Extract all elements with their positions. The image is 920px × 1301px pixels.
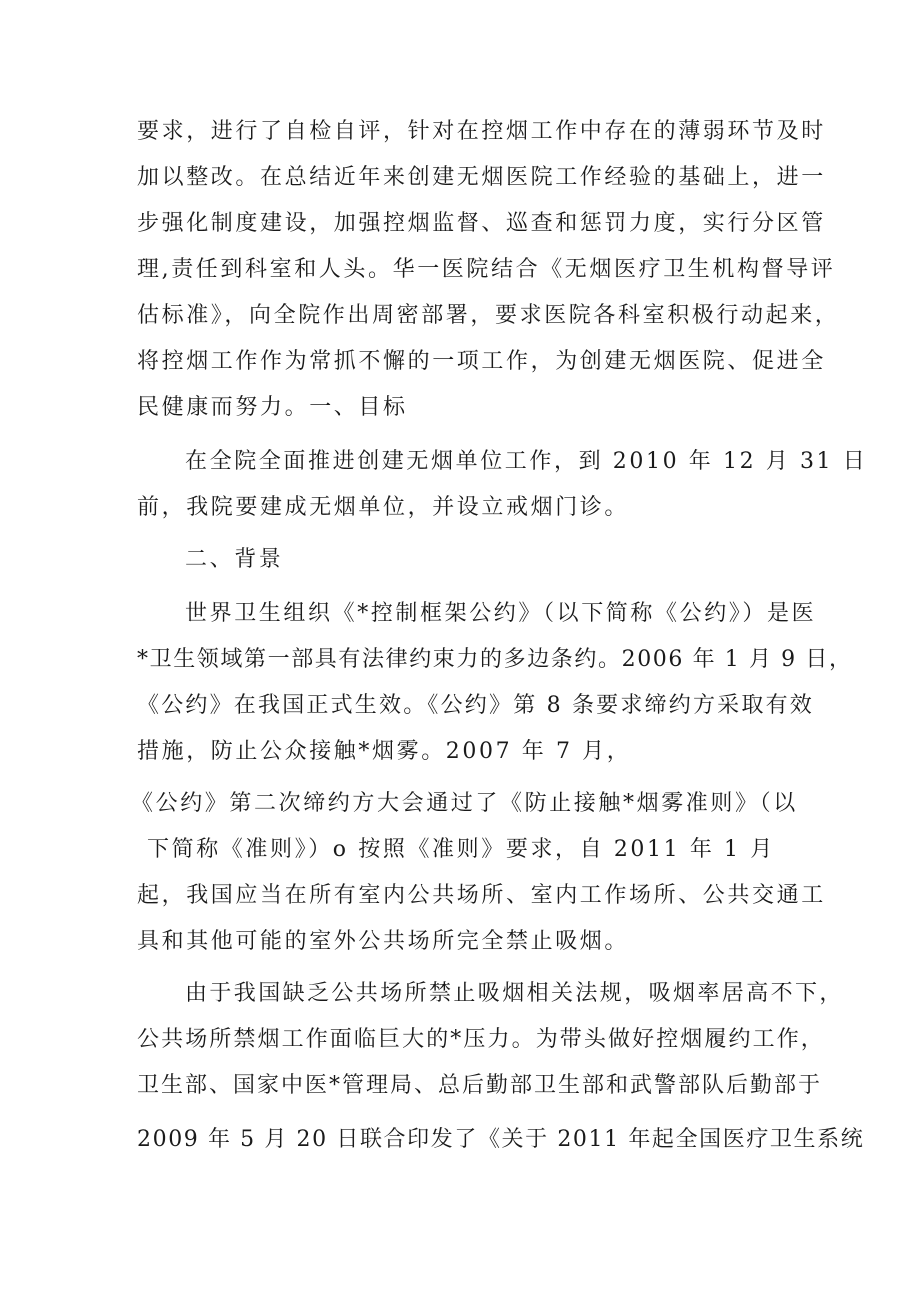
text-line: 起，我国应当在所有室内公共场所、室内工作场所、公共交通工 [137,883,826,908]
text-line: 下简称《准则》）o 按照《准则》要求，自 2011 年 1 月 [147,837,775,862]
text-line: 前，我院要建成无烟单位，并设立戒烟门诊。 [137,495,630,520]
text-line: 《公约》在我国正式生效。《公约》第 8 条要求缔约方采取有效 [137,693,814,718]
text-line: 在全院全面推进创建无烟单位工作，到 2010 年 12 月 31 日 [185,449,868,474]
text-line: 估标准》，向全院作出周密部署，要求医院各科室积极行动起来， [137,303,840,328]
text-line: 民健康而努力。一、目标 [137,395,408,420]
text-line: 将控烟工作作为常抓不懈的一项工作，为创建无烟医院、促进全 [137,349,826,374]
text-line: 步强化制度建设，加强控烟监督、巡查和惩罚力度，实行分区管 [137,211,826,236]
text-line: 措施，防止公众接触*烟雾。2007 年 7 月， [137,739,632,764]
text-line: 要求，进行了自检自评，针对在控烟工作中存在的薄弱环节及时 [137,119,826,144]
text-line: 2009 年 5 月 20 日联合印发了《关于 2011 年起全国医疗卫生系统 [137,1127,865,1152]
text-line: 世界卫生组织《*控制框架公约》（以下简称《公约》）是医 [185,601,817,626]
text-line: 《公约》第二次缔约方大会通过了《防止接触*烟雾准则》（以 [131,791,798,816]
section-heading: 二、背景 [185,547,284,572]
text-line: 卫生部、国家中医*管理局、总后勤部卫生部和武警部队后勤部于 [137,1073,823,1098]
text-line: 具和其他可能的室外公共场所完全禁止吸烟。 [137,929,630,954]
text-line: *卫生领域第一部具有法律约束力的多边条约。2006 年 1 月 9 日， [137,647,853,672]
text-line: 公共场所禁烟工作面临巨大的*压力。为带头做好控烟履约工作， [137,1027,825,1052]
text-line: 理,责任到科室和人头。华一医院结合《无烟医疗卫生机构督导评 [137,257,836,282]
text-line: 加以整改。在总结近年来创建无烟医院工作经验的基础上，进一 [137,165,826,190]
text-line: 由于我国缺乏公共场所禁止吸烟相关法规，吸烟率居高不下， [185,981,844,1006]
